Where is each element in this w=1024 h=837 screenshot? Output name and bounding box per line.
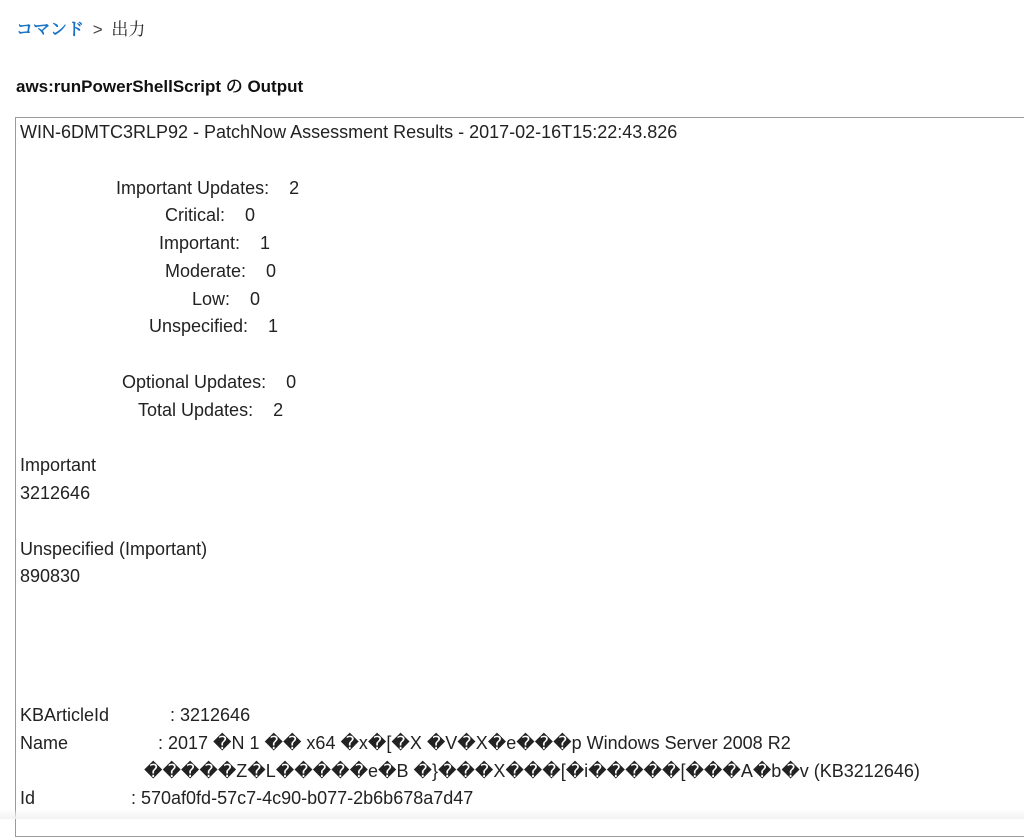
- breadcrumb-current-output: 出力: [111, 20, 146, 39]
- id-key: Id: [20, 788, 36, 808]
- summary-total-updates: Total Updates: 2: [138, 400, 284, 420]
- unspecified-kb: 890830: [20, 566, 81, 586]
- kbarticleid-value: : 3212646: [170, 705, 251, 725]
- unspecified-label: Unspecified (Important): [20, 539, 208, 559]
- name-value-line2: �����Z�L�����e�B �}���X���[�i�����[���A�b�v (KB3212646): [144, 761, 920, 781]
- kbarticleid-key: KBArticleId: [20, 705, 110, 725]
- important-label: Important: [20, 455, 97, 475]
- summary-important: Important: 1: [159, 233, 271, 253]
- important-kb: 3212646: [20, 483, 91, 503]
- output-header-line: WIN-6DMTC3RLP92 - PatchNow Assessment Results - 2017-02-16T15:22:43.826: [20, 122, 678, 142]
- breadcrumb-separator: >: [92, 20, 103, 39]
- bottom-fade: [0, 809, 1024, 819]
- output-section-title: aws:runPowerShellScript の Output: [16, 77, 304, 96]
- summary-low: Low: 0: [192, 289, 261, 309]
- summary-unspecified: Unspecified: 1: [149, 316, 279, 336]
- summary-moderate: Moderate: 0: [165, 261, 277, 281]
- summary-important-updates: Important Updates: 2: [116, 178, 300, 198]
- breadcrumb-link-commands[interactable]: コマンド: [16, 20, 84, 39]
- breadcrumb: [16, 18, 145, 42]
- id-value: : 570af0fd-57c7-4c90-b077-2b6b678a7d47: [131, 788, 474, 808]
- name-key: Name: [20, 733, 69, 753]
- summary-critical: Critical: 0: [165, 205, 256, 225]
- summary-optional-updates: Optional Updates: 0: [122, 372, 297, 392]
- output-text-box[interactable]: [15, 117, 1024, 837]
- name-value-line1: : 2017 �N 1 �� x64 �x�[�X �V�X�e���p Windows Server 2008 R2: [158, 733, 791, 753]
